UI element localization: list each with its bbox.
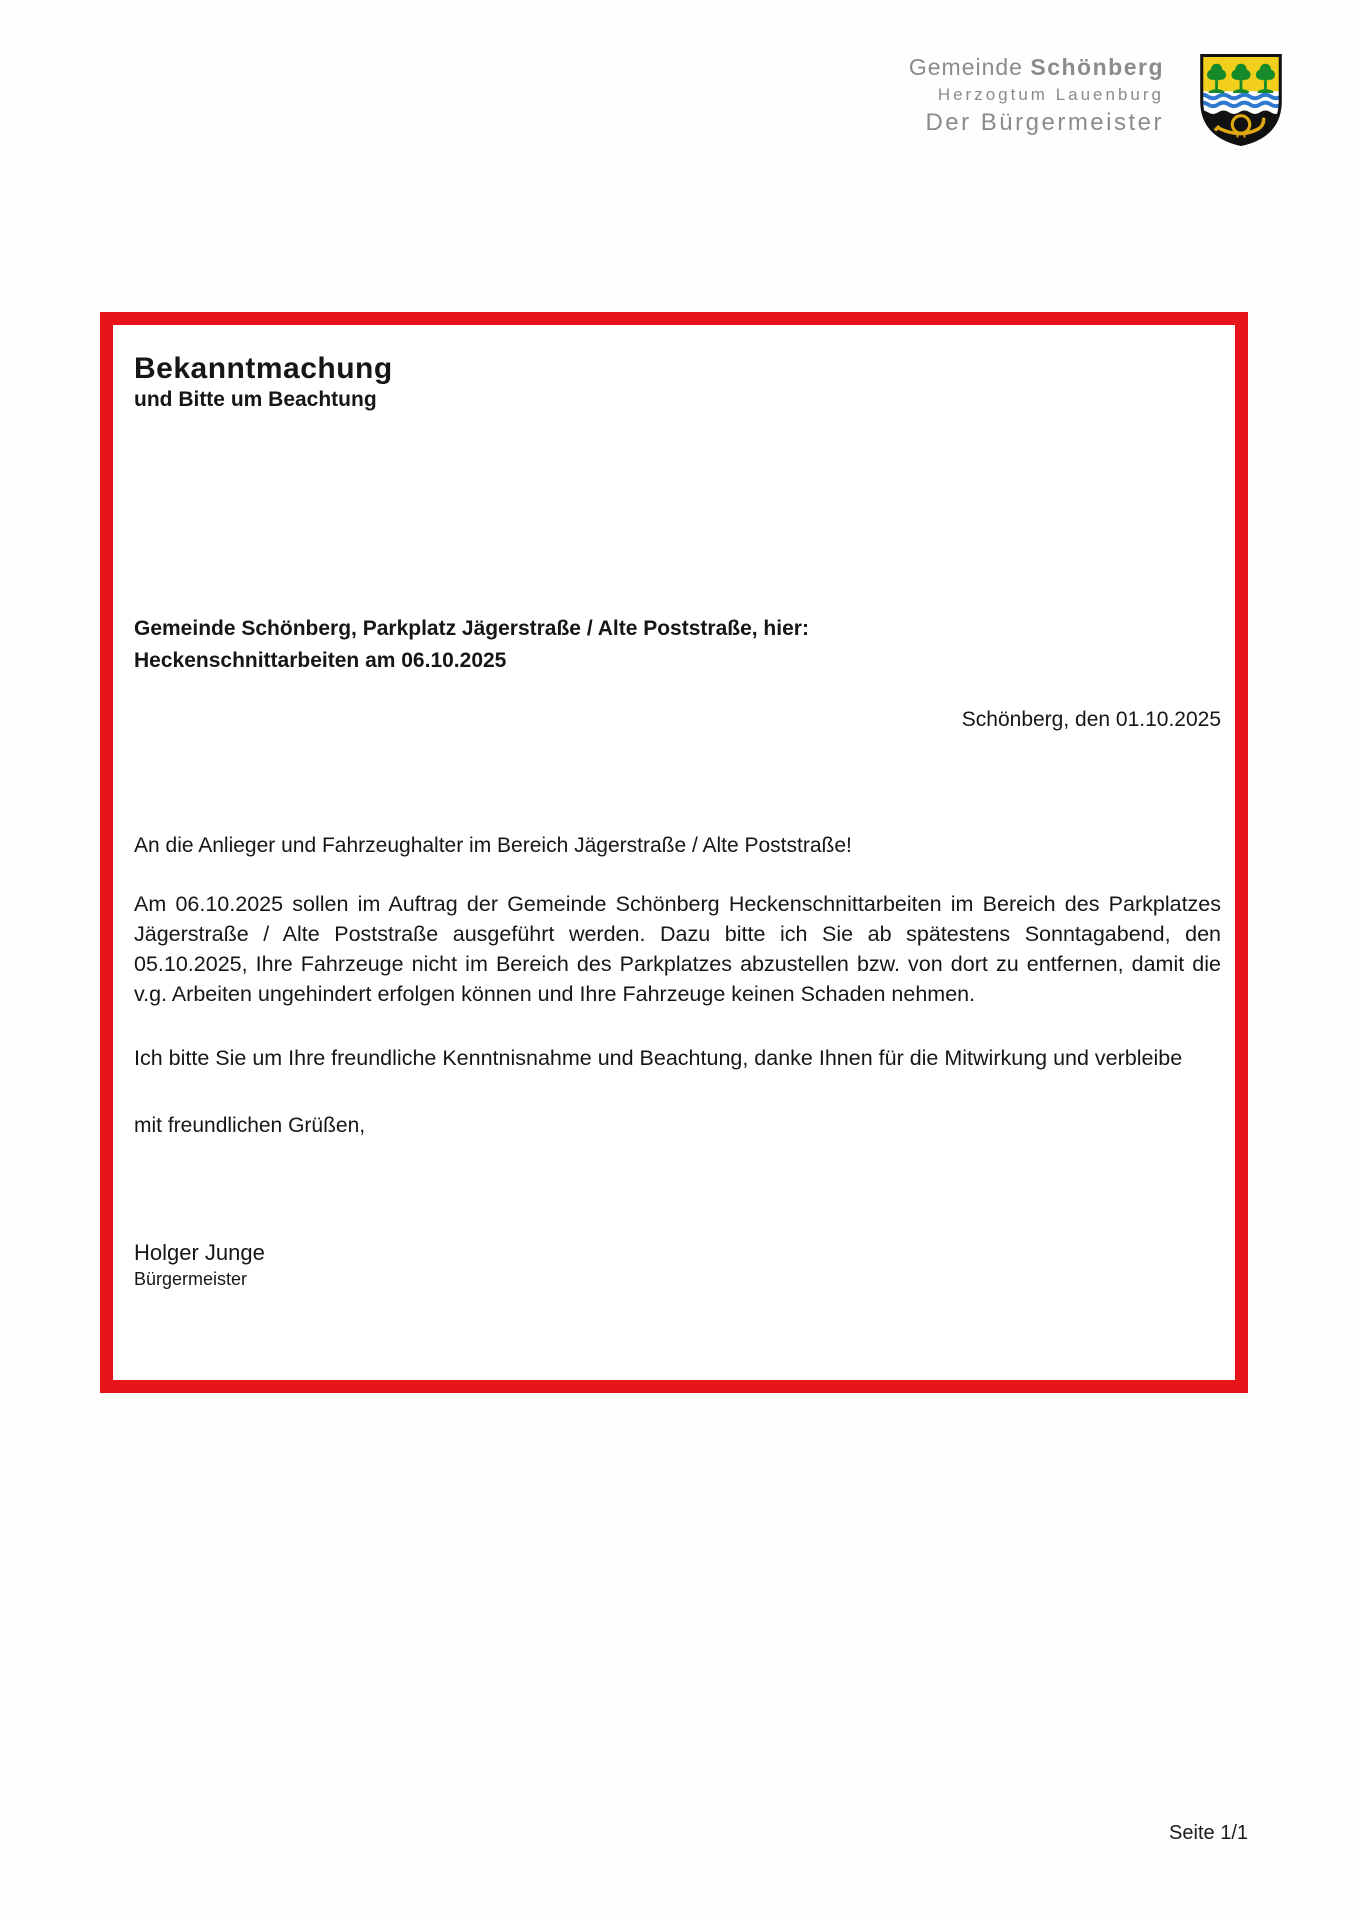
- signer-title: Bürgermeister: [134, 1269, 248, 1289]
- letterhead: [909, 52, 1286, 148]
- office-title: Der Bürgermeister: [925, 109, 1164, 136]
- closing-formula: mit freundlichen Grüßen,: [134, 1114, 366, 1137]
- subject-block: [134, 613, 1194, 677]
- body-paragraph-1: Am 06.10.2025 sollen im Auftrag der Gemeinde Schönberg Heckenschnittarbeiten im Bereich des Parkplatzes Jägerstraße / Alte Poststraße ausgeführt werden. Dazu bitte ich Sie ab spätestens Sonntagabend, den 05.10.2025, Ihre Fahrzeuge nicht im Bereich des Parkplatzes abzustellen bzw. von dort zu entfernen, damit die v.g. Arbeiten ungehindert erfolgen können und Ihre Fahrzeuge keinen Schaden nehmen.: [134, 892, 1221, 1006]
- subject-line-1: Gemeinde Schönberg, Parkplatz Jägerstraße / Alte Poststraße, hier:: [134, 617, 809, 640]
- letterhead-text: [909, 52, 1164, 135]
- notice-frame: [100, 312, 1248, 1393]
- dateline: Schönberg, den 01.10.2025: [961, 708, 1221, 731]
- crest-trees: [1207, 64, 1275, 93]
- signer-name: Holger Junge: [134, 1240, 265, 1265]
- salutation: An die Anlieger und Fahrzeughalter im Bereich Jägerstraße / Alte Poststraße!: [134, 834, 852, 857]
- page-number: Seite 1/1: [1169, 1822, 1248, 1844]
- org-name: [909, 56, 1164, 79]
- notice-title: Bekanntmachung: [134, 352, 393, 385]
- body-paragraph-2: Ich bitte Sie um Ihre freundliche Kenntnisnahme und Beachtung, danke Ihnen für die Mitwirkung und verbleibe: [134, 1046, 1183, 1070]
- org-name-bold: Schönberg: [1030, 54, 1164, 80]
- notice-subtitle: und Bitte um Beachtung: [134, 388, 377, 411]
- org-name-regular: Gemeinde: [908, 54, 1023, 80]
- subject-line-2: Heckenschnittarbeiten am 06.10.2025: [134, 649, 507, 672]
- coat-of-arms-icon: [1196, 52, 1286, 148]
- district-name: Herzogtum Lauenburg: [937, 85, 1164, 104]
